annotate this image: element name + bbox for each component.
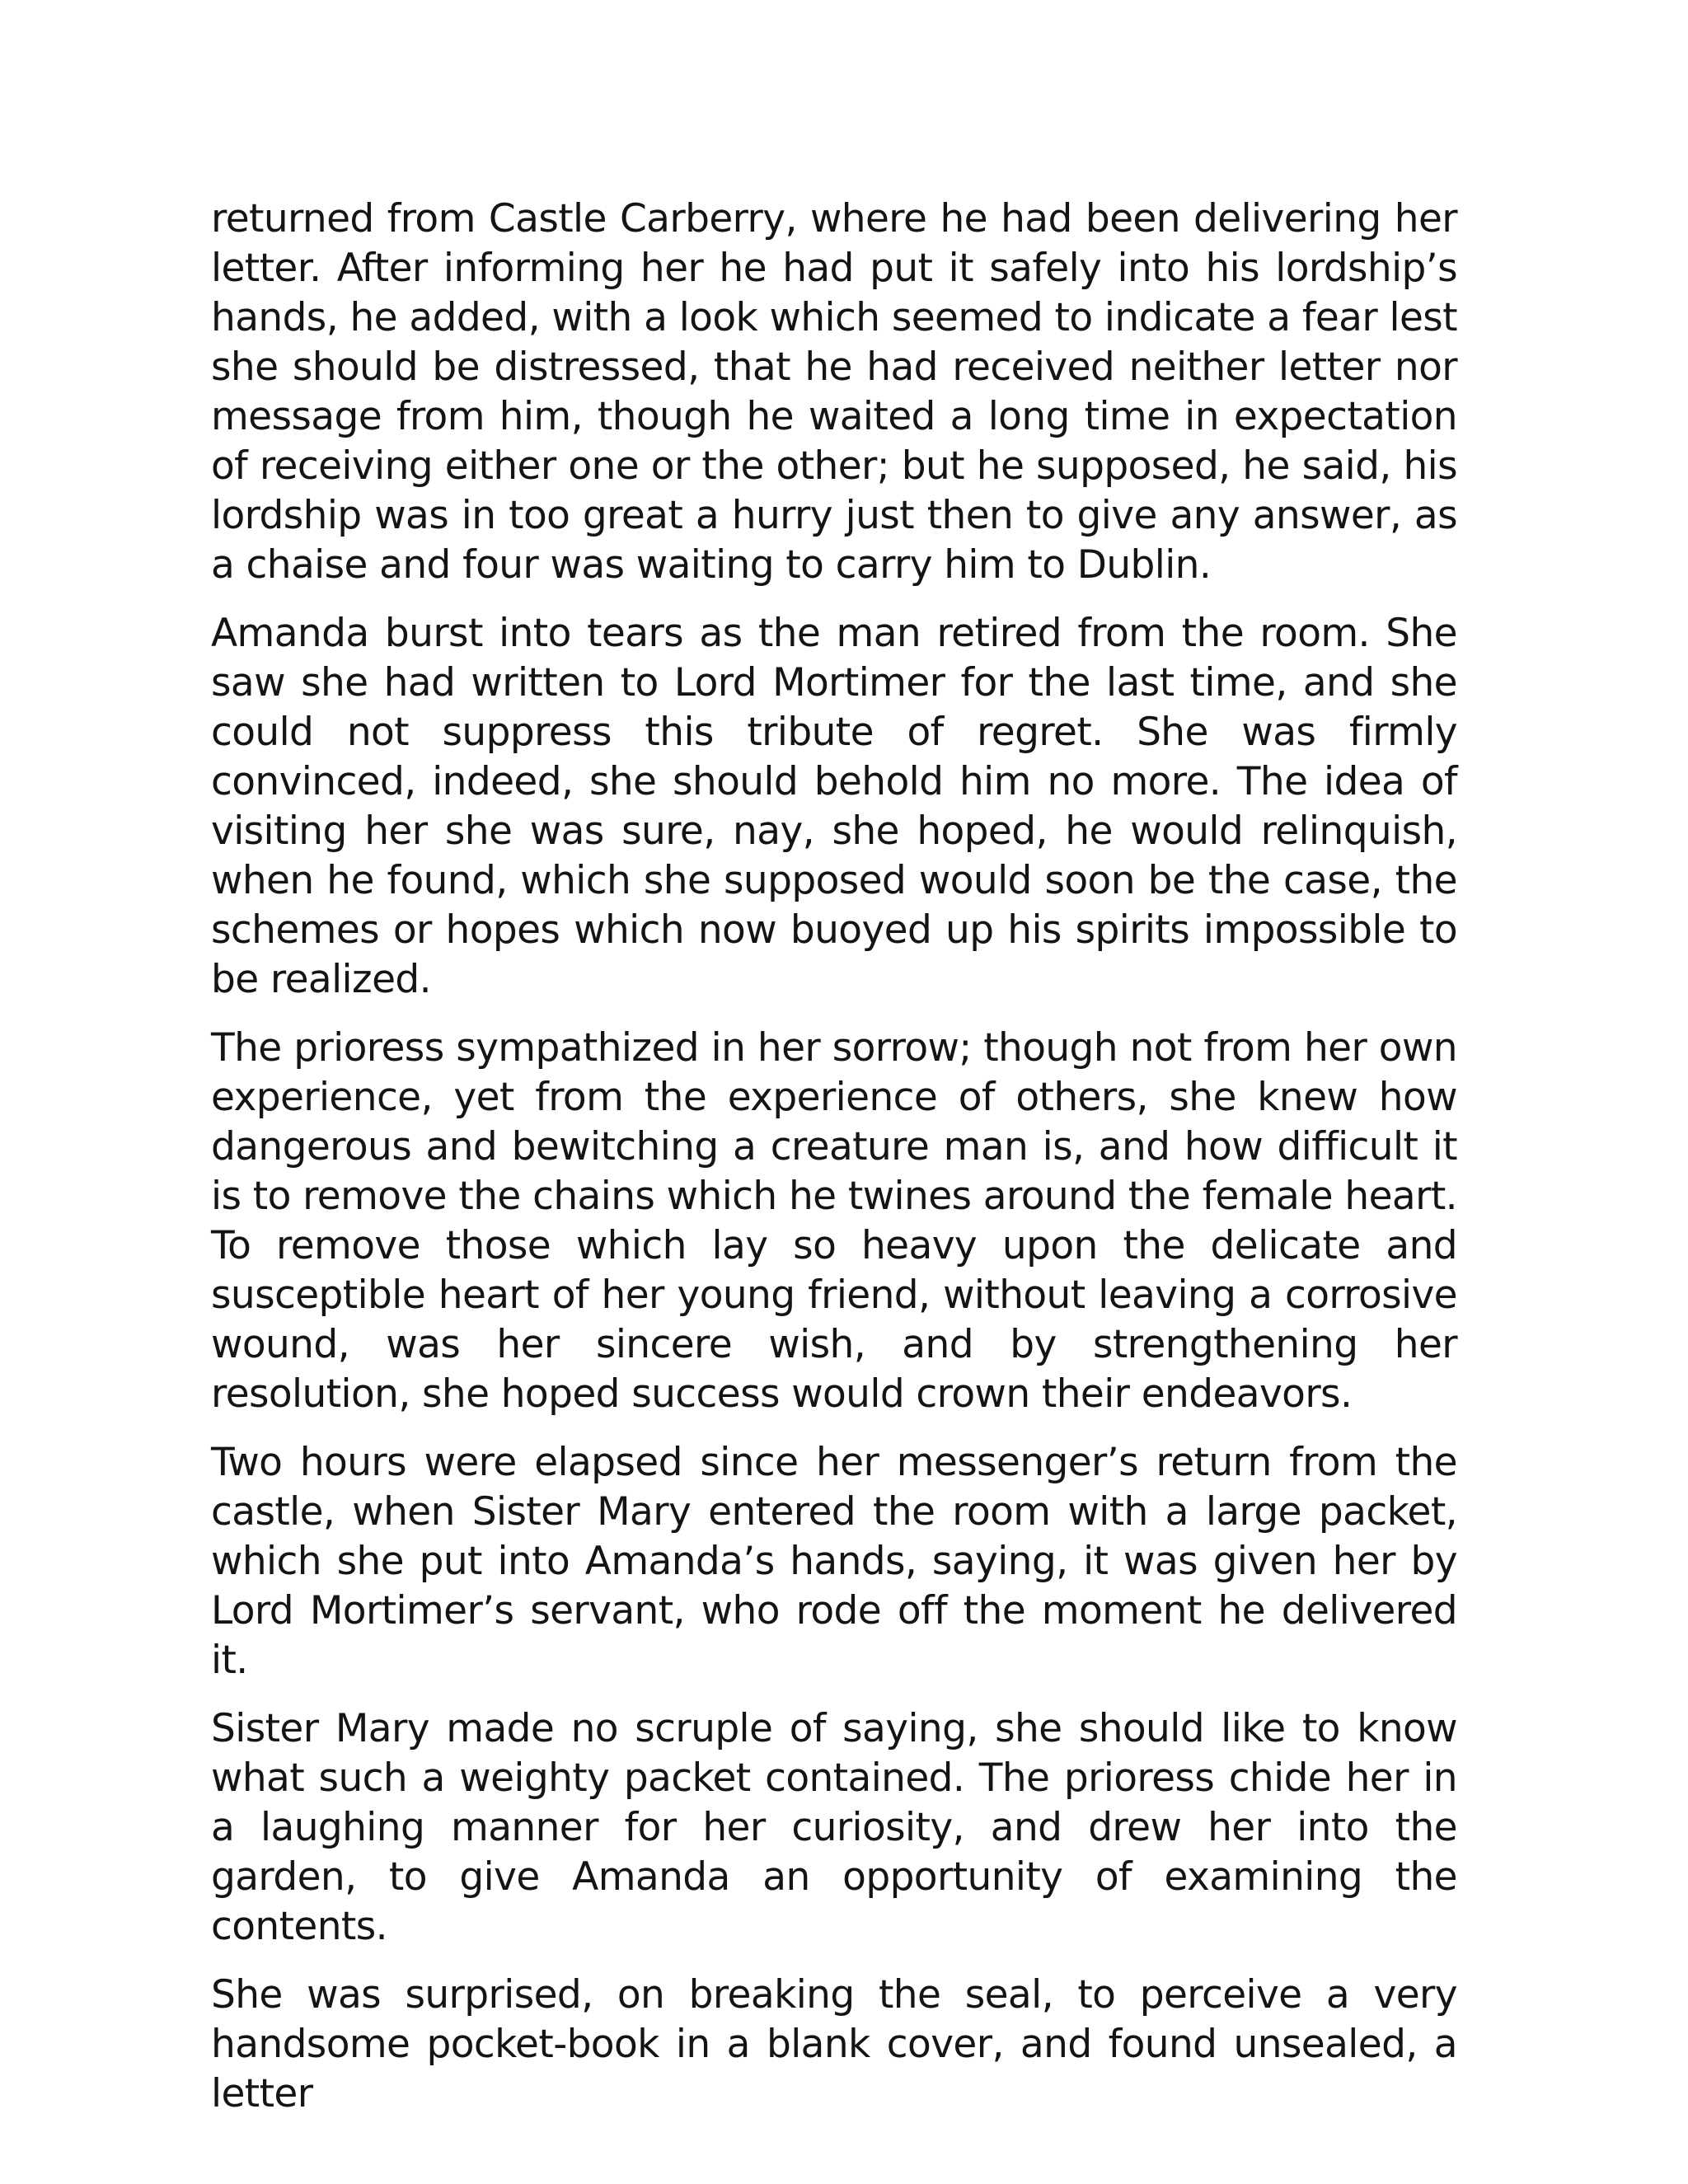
paragraph-1: returned from Castle Carberry, where he had been delivering her letter. After informing her he had put it safely into his lordship’s hands, he added, with a look which seemed to indicate a fear lest she should be distressed, that he had received neither letter nor message from him, though he waited a long time in expectation of receiving either one or the other; but he supposed, he said, his lordship was in too great a hurry just then to give any answer, as a chaise and four was waiting to carry him to Dublin. [211,196,1457,588]
paragraph-4: Two hours were elapsed since her messenger’s return from the castle, when Sister Mary entered the room with a large packet, which she put into Amanda’s hands, saying, it was given her by Lord Mortimer’s servant, who rode off the moment he delivered it. [211,1440,1457,1683]
page-body [211,194,1457,2138]
paragraph-5: Sister Mary made no scruple of saying, she should like to know what such a weighty packet contained. The prioress chide her in a laughing manner for her curiosity, and drew her into the garden, to give Amanda an opportunity of examining the contents. [211,1706,1457,1949]
paragraph-6: She was surprised, on breaking the seal, to perceive a very handsome pocket-book in a blank cover, and found unsealed, a letter [211,1972,1457,2116]
paragraph-3: The prioress sympathized in her sorrow; though not from her own experience, yet from the experience of others, she knew how dangerous and bewitching a creature man is, and how difficult it is to remove the chains which he twines around the female heart. To remove those which lay so heavy upon the delicate and susceptible heart of her young friend, without leaving a corrosive wound, was her sincere wish, and by strengthening her resolution, she hoped success would crown their endeavors. [211,1025,1457,1417]
paragraph-2: Amanda burst into tears as the man retired from the room. She saw she had written to Lord Mortimer for the last time, and she could not suppress this tribute of regret. She was firmly convinced, indeed, she should behold him no more. The idea of visiting her she was sure, nay, she hoped, he would relinquish, when he found, which she supposed would soon be the case, the schemes or hopes which now buoyed up his spirits impossible to be realized. [211,611,1457,1002]
